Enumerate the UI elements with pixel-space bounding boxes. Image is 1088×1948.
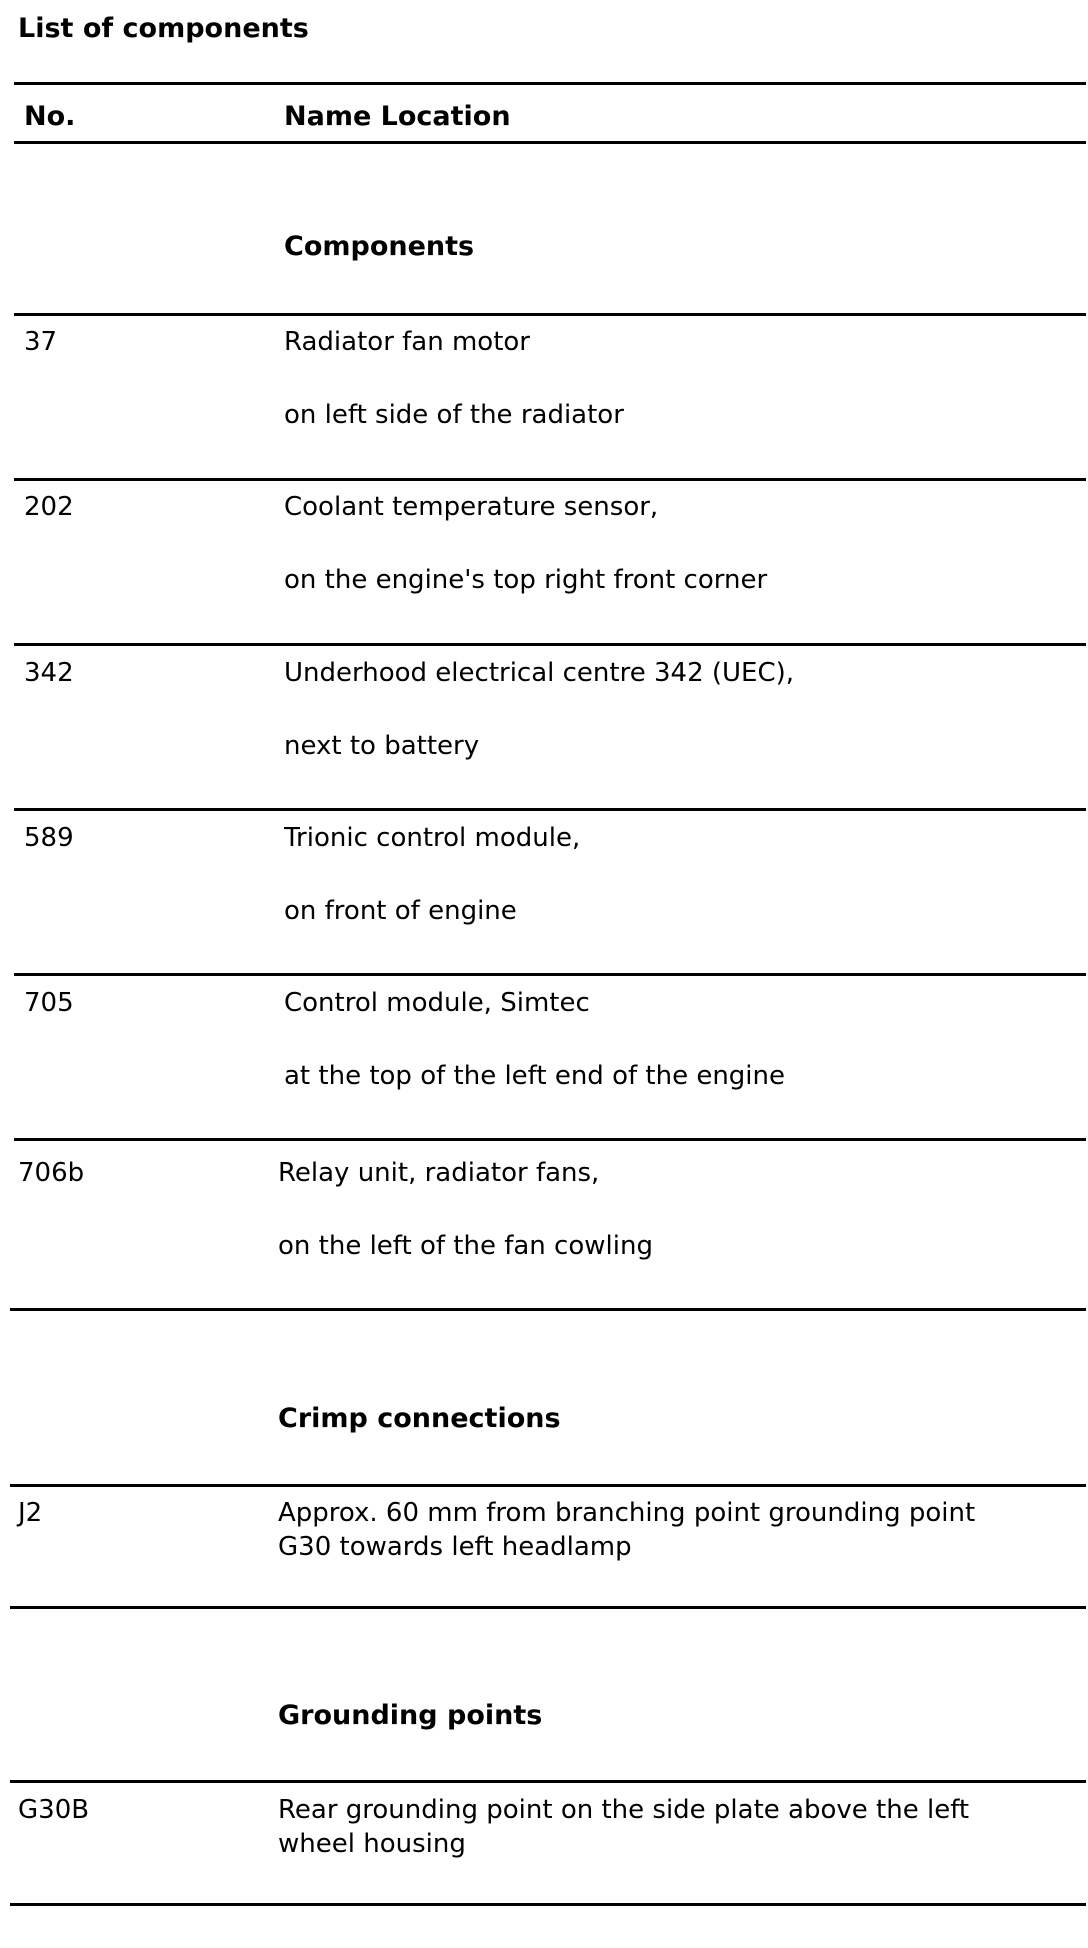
table-bottom-rule	[10, 1903, 1086, 1906]
section-title-crimp-connections: Crimp connections	[278, 1403, 561, 1434]
row-rule	[14, 1138, 1086, 1141]
grounding-location-line-2: wheel housing	[278, 1829, 466, 1859]
section-title-grounding-points: Grounding points	[278, 1700, 543, 1731]
component-location: on front of engine	[284, 896, 517, 926]
component-location: on the left of the fan cowling	[278, 1231, 653, 1261]
row-number: 202	[24, 492, 74, 522]
grounding-location-line-1: Rear grounding point on the side plate above the left	[278, 1795, 970, 1825]
row-number: 342	[24, 658, 74, 688]
row-rule	[14, 808, 1086, 811]
row-rule	[10, 1780, 1086, 1783]
row-number: 705	[24, 988, 74, 1018]
column-header-name-location: Name Location	[284, 101, 511, 132]
row-number: 706b	[18, 1158, 85, 1188]
component-name: Trionic control module,	[284, 823, 581, 853]
crimp-location-line-2: G30 towards left headlamp	[278, 1532, 632, 1562]
row-number: J2	[18, 1498, 43, 1528]
column-header-no: No.	[24, 101, 76, 132]
component-name: Relay unit, radiator fans,	[278, 1158, 600, 1188]
header-bottom-rule	[14, 141, 1086, 144]
component-location: next to battery	[284, 731, 480, 761]
component-name: Radiator fan motor	[284, 327, 530, 357]
component-name: Underhood electrical centre 342 (UEC),	[284, 658, 795, 688]
section-rule	[10, 1606, 1086, 1609]
row-rule	[14, 313, 1086, 316]
row-number: G30B	[18, 1795, 90, 1825]
crimp-location-line-1: Approx. 60 mm from branching point grounding point	[278, 1498, 976, 1528]
component-name: Control module, Simtec	[284, 988, 590, 1018]
section-title-components: Components	[284, 231, 475, 262]
table-top-rule	[14, 82, 1086, 85]
row-rule	[14, 478, 1086, 481]
row-number: 589	[24, 823, 74, 853]
page-title: List of components	[18, 13, 309, 44]
component-location: on the engine's top right front corner	[284, 565, 768, 595]
component-location: on left side of the radiator	[284, 400, 624, 430]
row-rule	[14, 973, 1086, 976]
section-rule	[10, 1308, 1086, 1311]
row-number: 37	[24, 327, 58, 357]
component-name: Coolant temperature sensor,	[284, 492, 659, 522]
row-rule	[10, 1484, 1086, 1487]
row-rule	[14, 643, 1086, 646]
component-location: at the top of the left end of the engine	[284, 1061, 786, 1091]
